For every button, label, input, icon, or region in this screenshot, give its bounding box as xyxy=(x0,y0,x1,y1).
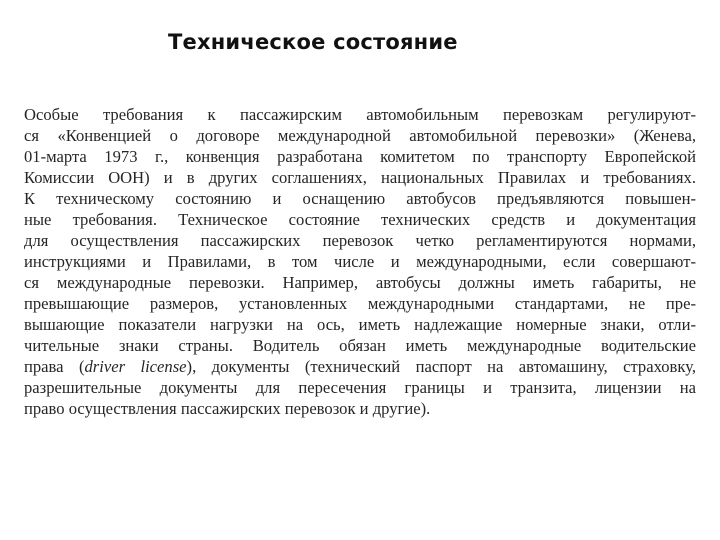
paragraph-2 xyxy=(24,188,696,419)
slide-title: Техническое состояние xyxy=(168,30,458,54)
text-line: разрешительные документы для пересечения границы и транзита, лицензии на xyxy=(24,378,696,397)
text-line: превышающие размеров, установленных международными стандартами, не пре- xyxy=(24,294,696,313)
paragraph-1 xyxy=(24,104,696,188)
text-line: инструкциями и Правилами, в том числе и международными, если совершают- xyxy=(24,252,696,271)
text-line: К техническому состоянию и оснащению автобусов предъявляются повышен- xyxy=(24,189,696,208)
text-line: Особые требования к пассажирским автомобильным перевозкам регулируют- xyxy=(24,105,696,124)
text-line: право осуществления пассажирских перевозок и другие). xyxy=(24,399,431,418)
italic-term: driver license xyxy=(84,357,187,376)
text-line: вышающие показатели нагрузки на ось, иметь надлежащие номерные знаки, отли- xyxy=(24,315,696,334)
text-line: ся международные перевозки. Например, автобусы должны иметь габариты, не xyxy=(24,273,696,292)
text-segment: ), документы (технический паспорт на автомашину, страховку, xyxy=(186,357,696,376)
text-line: чительные знаки страны. Водитель обязан иметь международные водительские xyxy=(24,336,696,355)
text-line: для осуществления пассажирских перевозок четко регламентируются нормами, xyxy=(24,231,696,250)
text-line: ся «Конвенцией о договоре международной автомобильной перевозки» (Женева, xyxy=(24,126,696,145)
body-text xyxy=(24,104,696,419)
text-line: Комиссии ООН) и в других соглашениях, национальных Правилах и требованиях. xyxy=(24,168,696,187)
text-line-with-italic xyxy=(24,356,696,377)
text-line: 01-марта 1973 г., конвенция разработана комитетом по транспорту Европейской xyxy=(24,147,696,166)
text-segment: права ( xyxy=(24,357,85,376)
text-line: ные требования. Техническое состояние технических средств и документация xyxy=(24,210,696,229)
